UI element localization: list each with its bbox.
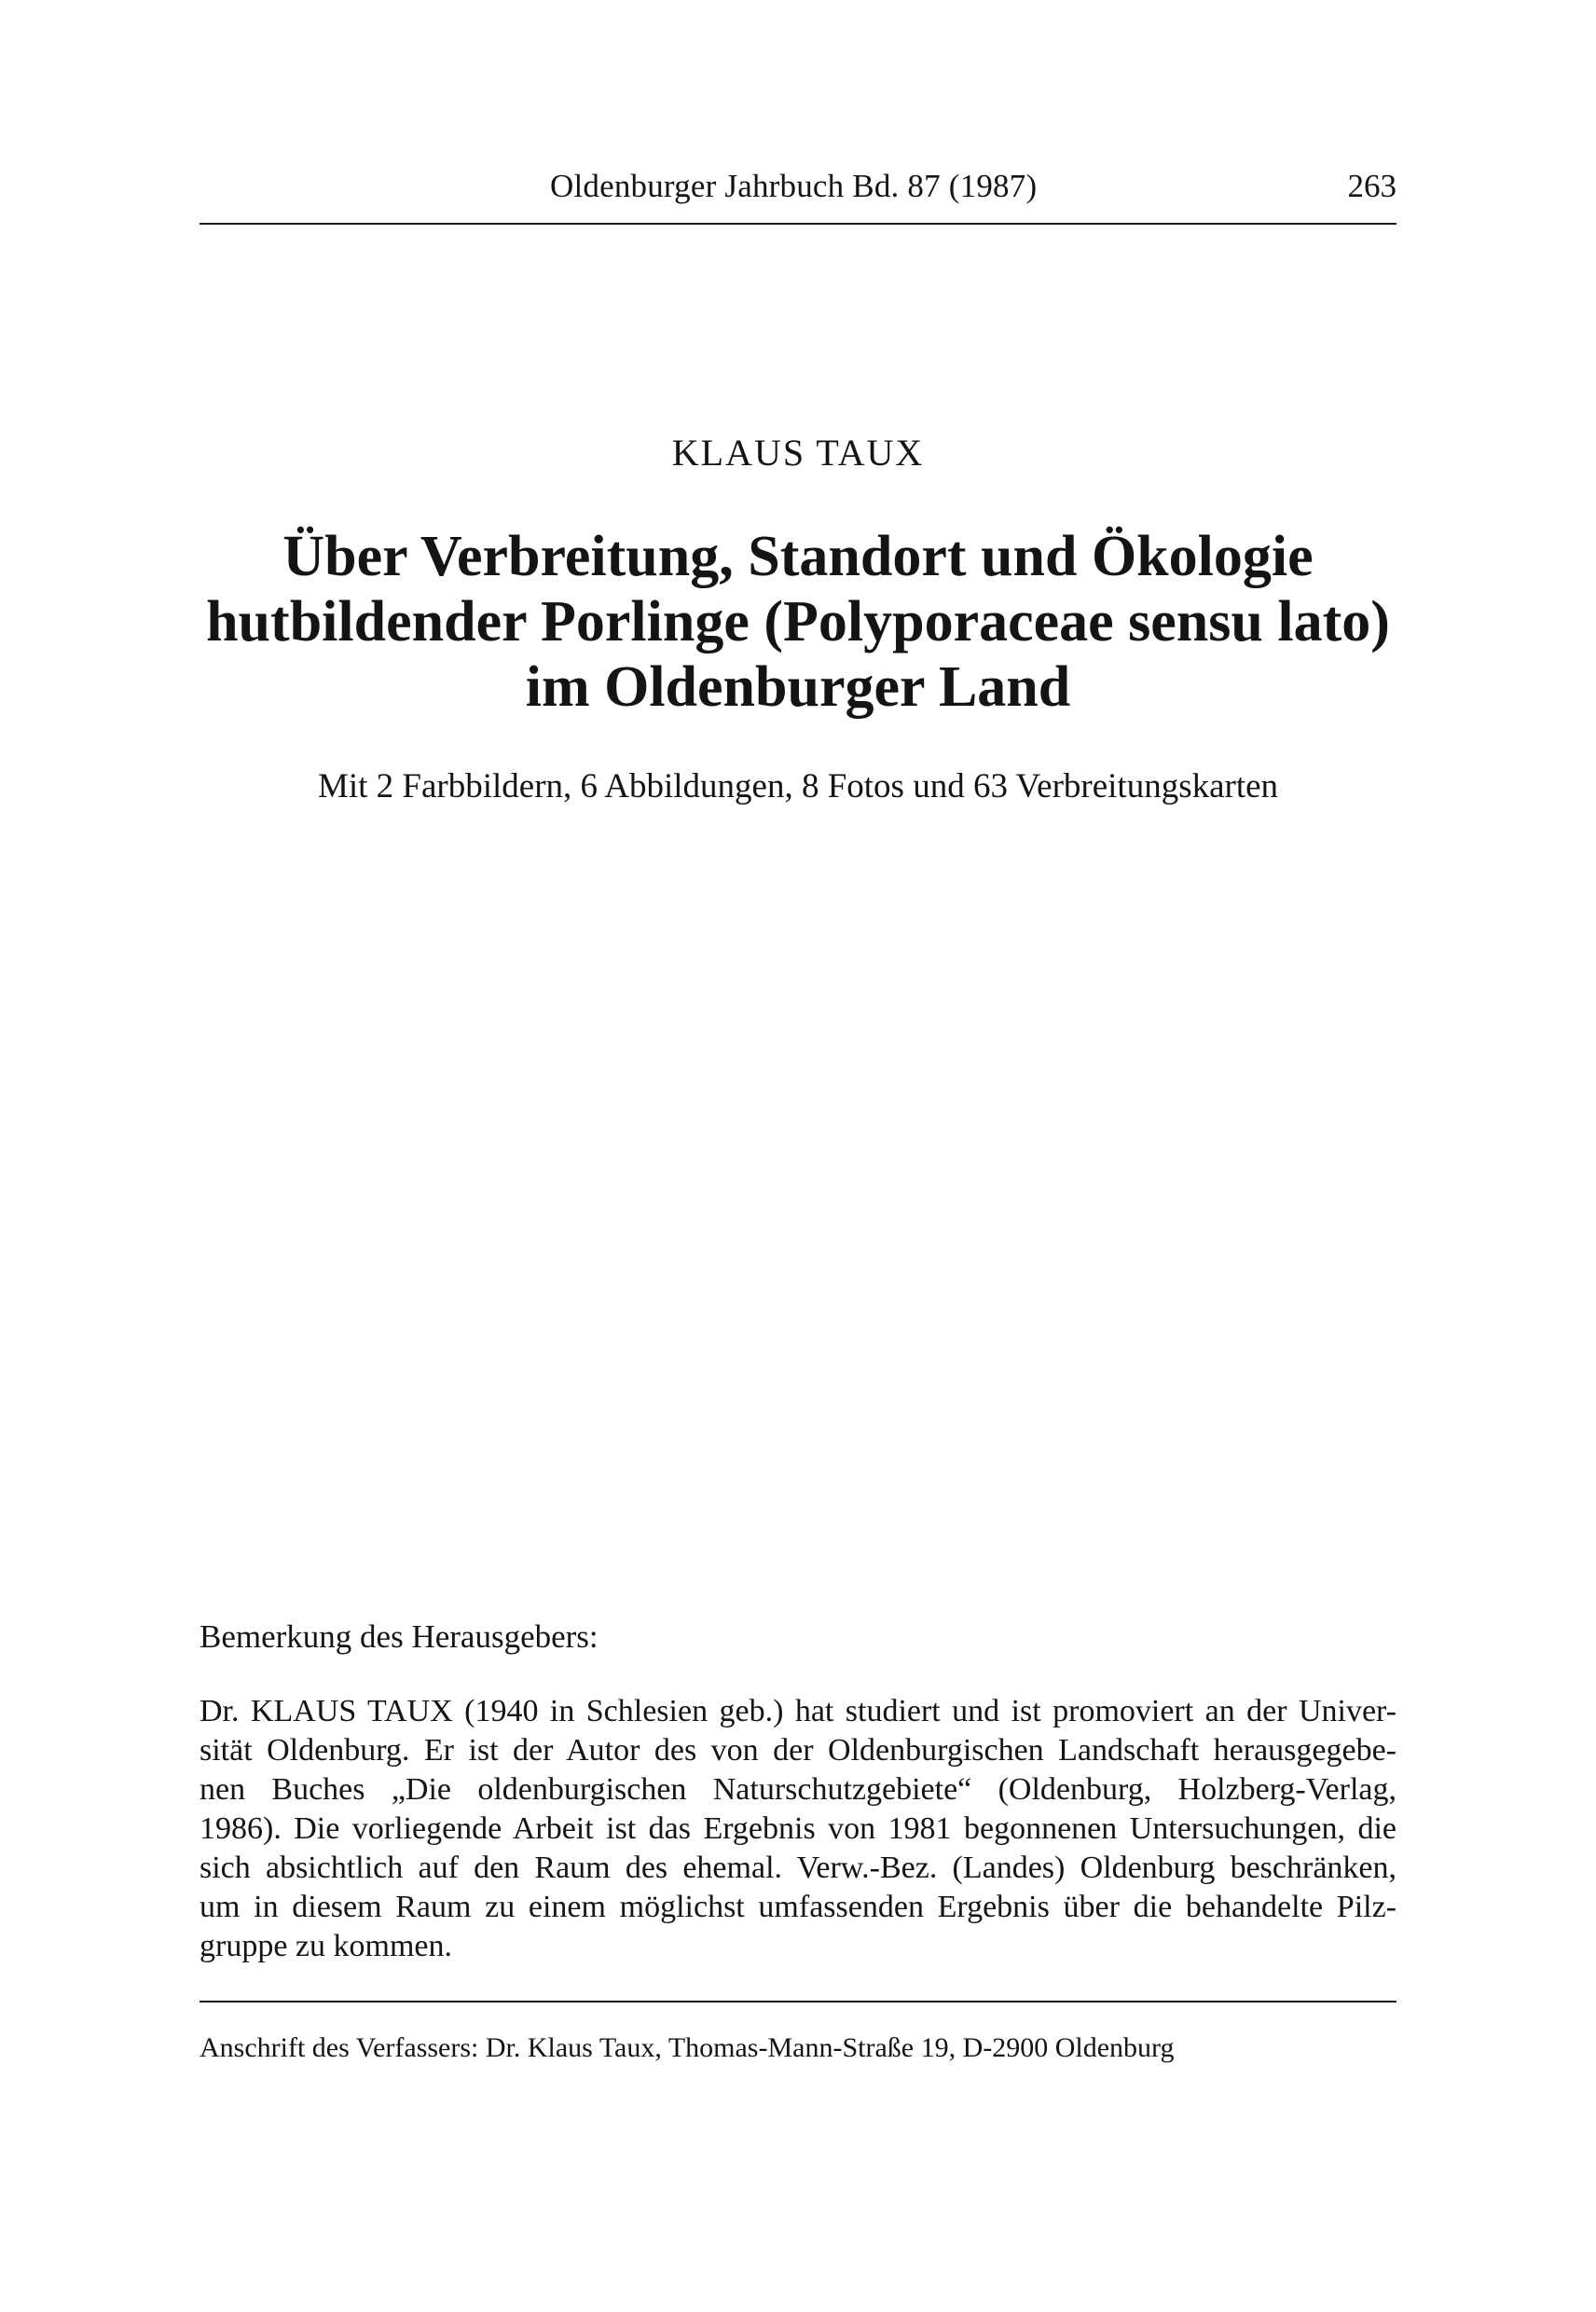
footnote-rule — [200, 2001, 1396, 2002]
title-line-2: hutbildender Porlinge (Polyporaceae sensu lato) — [206, 590, 1390, 654]
article-title — [149, 524, 1447, 720]
note-line-2: sität Oldenburg. Er ist der Autor des von der Oldenburgischen Landschaft herausgegebe- — [200, 1733, 1396, 1768]
journal-citation: Oldenburger Jahrbuch Bd. 87 (1987) — [550, 168, 1038, 204]
note-line-6: um in diesem Raum zu einem möglichst umfassenden Ergebnis über die behandelte Pilz- — [200, 1890, 1396, 1924]
note-line-7: gruppe zu kommen. — [200, 1929, 452, 1963]
header-rule — [200, 223, 1396, 225]
note-line-1: Dr. KLAUS TAUX (1940 in Schlesien geb.) hat studiert und ist promoviert an der Univer- — [200, 1694, 1396, 1728]
note-line-4: 1986). Die vorliegende Arbeit ist das Ergebnis von 1981 begonnenen Untersuchungen, die — [200, 1811, 1396, 1846]
note-line-3: nen Buches „Die oldenburgischen Naturschutzgebiete“ (Oldenburg, Holzberg-Verlag, — [200, 1772, 1396, 1807]
editor-note-body — [200, 1692, 1396, 1966]
editor-note-heading: Bemerkung des Herausgebers: — [200, 1618, 598, 1655]
title-line-1: Über Verbreitung, Standort und Ökologie — [282, 525, 1314, 588]
title-line-3: im Oldenburger Land — [525, 655, 1071, 719]
author-name: KLAUS TAUX — [671, 432, 925, 474]
article-subtitle: Mit 2 Farbbildern, 6 Abbildungen, 8 Fotos und 63 Verbreitungskarten — [317, 767, 1279, 805]
author-address-footnote: Anschrift des Verfassers: Dr. Klaus Taux, Thomas-Mann-Straße 19, D-2900 Oldenburg — [200, 2032, 1175, 2063]
running-header — [200, 160, 1396, 213]
page-number: 263 — [1347, 168, 1396, 204]
note-line-5: sich absichtlich auf den Raum des ehemal. Verw.-Bez. (Landes) Oldenburg beschränken, — [200, 1851, 1396, 1885]
